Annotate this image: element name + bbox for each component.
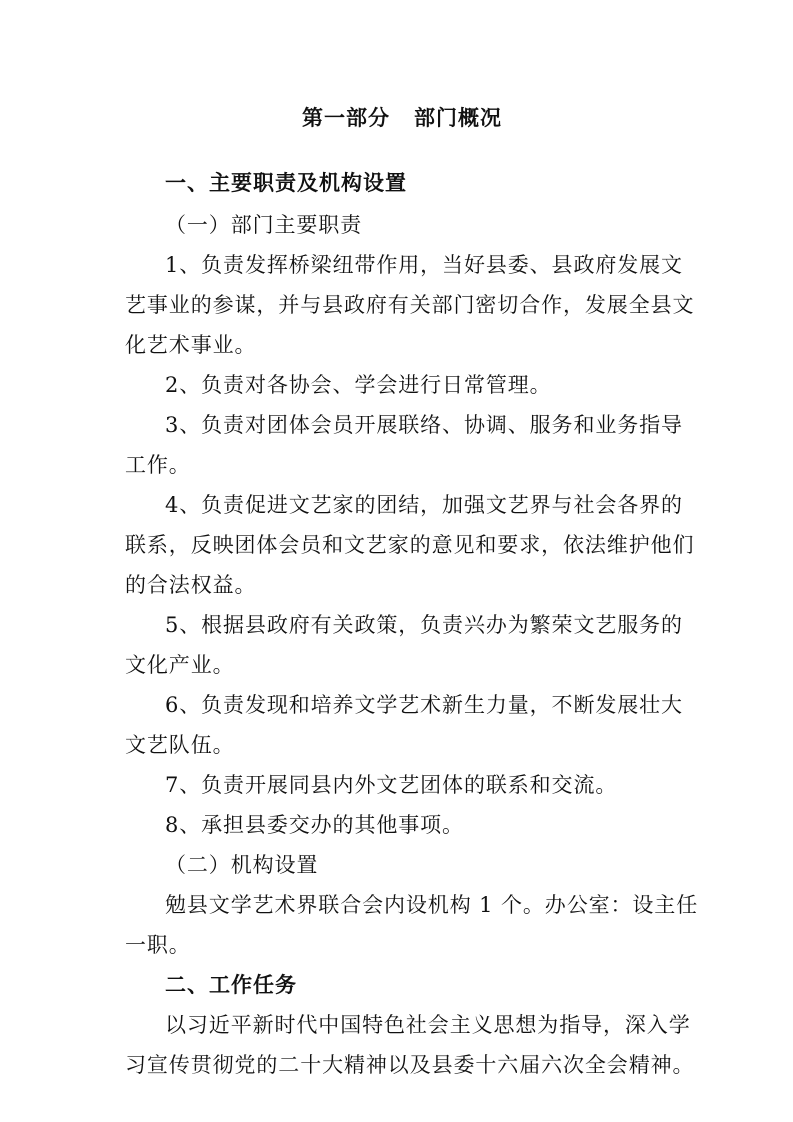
- duty-1-line-1: 1、负责发挥桥梁纽带作用，当好县委、县政府发展文: [165, 253, 683, 277]
- duty-8-line-1: 8、承担县委交办的其他事项。: [165, 813, 464, 837]
- duty-4-line-1: 4、负责促进文艺家的团结，加强文艺界与社会各界的: [165, 493, 683, 517]
- duty-1-line-3: 化艺术事业。: [125, 333, 257, 357]
- section-heading-duties-and-structure: 一、主要职责及机构设置: [165, 171, 407, 195]
- title-name: 部门概况: [414, 106, 502, 130]
- duty-4-line-2: 联系，反映团体会员和文艺家的意见和要求，依法维护他们: [125, 533, 695, 557]
- duty-4-line-3: 的合法权益。: [125, 573, 257, 597]
- title-part: 第一部分: [302, 106, 390, 130]
- duty-3-line-1: 3、负责对团体会员开展联络、协调、服务和业务指导: [165, 413, 683, 437]
- section-heading-work-tasks: 二、工作任务: [165, 973, 297, 997]
- duty-6-line-2: 文艺队伍。: [125, 733, 235, 757]
- subheading-main-duties: （一）部门主要职责: [165, 213, 363, 237]
- duty-6-line-1: 6、负责发现和培养文学艺术新生力量，不断发展壮大: [165, 693, 683, 717]
- duty-1-line-2: 艺事业的参谋，并与县政府有关部门密切合作，发展全县文: [125, 293, 695, 317]
- duty-5-line-2: 文化产业。: [125, 653, 235, 677]
- duty-7-line-1: 7、负责开展同县内外文艺团体的联系和交流。: [165, 773, 618, 797]
- page-title: [302, 106, 502, 130]
- subheading-org-structure: （二）机构设置: [165, 853, 319, 877]
- duty-5-line-1: 5、根据县政府有关政策，负责兴办为繁荣文艺服务的: [165, 613, 683, 637]
- org-line-1: 勉县文学艺术界联合会内设机构 1 个。办公室：设主任: [165, 893, 699, 917]
- org-line-2: 一职。: [125, 933, 191, 957]
- tasks-line-2: 习宣传贯彻党的二十大精神以及县委十六届六次全会精神。: [125, 1053, 695, 1077]
- tasks-line-1: 以习近平新时代中国特色社会主义思想为指导，深入学: [165, 1013, 691, 1037]
- duty-2-line-1: 2、负责对各协会、学会进行日常管理。: [165, 373, 552, 397]
- duty-3-line-2: 工作。: [125, 453, 191, 477]
